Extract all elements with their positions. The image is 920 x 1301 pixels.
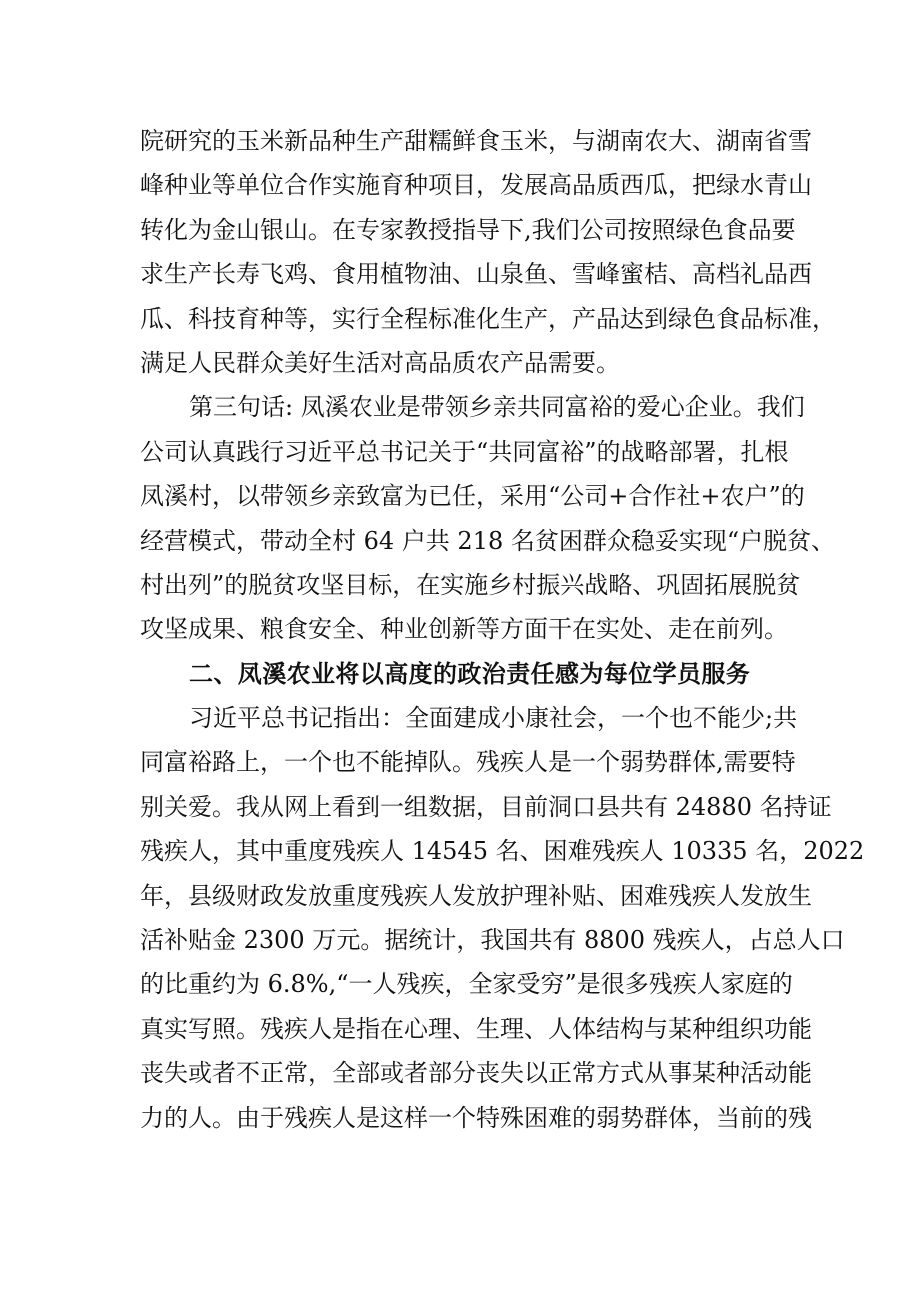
line-text: 同富裕路上，一个也不能掉队。残疾人是一个弱势群体,需要特 [140,748,796,777]
text-line [140,918,845,962]
text-line [140,829,865,873]
line-text: 峰种业等单位合作实施育种项目，发展高品质西瓜，把绿水青山 [140,171,812,200]
line-text: 瓜、科技育种等，实行全程标准化生产，产品达到绿色食品标准， [140,304,836,333]
text-line [140,474,805,518]
text-line [140,740,796,784]
text-line [140,519,836,563]
paragraph-disabled-people [140,696,865,1140]
text-line [140,208,796,252]
line-text: 公司认真践行习近平总书记关于“共同富裕”的战略部署，扎根 [140,437,789,466]
line-text: 转化为金山银山。在专家教授指导下,我们公司按照绿色食品要 [140,215,796,244]
line-text: 真实写照。残疾人是指在心理、生理、人体结构与某种组织功能 [140,1014,812,1043]
line-text: 村出列”的脱贫攻坚目标，在实施乡村振兴战略、巩固拓展脱贫 [140,570,801,599]
text-line [140,696,798,740]
text-line [140,1096,812,1140]
line-text: 攻坚成果、粮食安全、种业创新等方面干在实处、走在前列。 [140,615,788,644]
text-line [140,563,801,607]
heading-text: 二、凤溪农业将以高度的政治责任感为每位学员服务 [189,659,751,688]
line-text: 满足人民群众美好生活对高品质农产品需要。 [140,348,620,377]
line-text: 的比重约为 6.8%,“一人残疾，全家受穷”是很多残疾人家庭的 [140,970,793,999]
line-text: 力的人。由于残疾人是这样一个特殊困难的弱势群体，当前的残 [140,1103,812,1132]
text-line [140,607,788,651]
line-text: 别关爱。我从网上看到一组数据，目前洞口县共有 24880 名持证 [140,792,832,821]
text-line [140,252,812,296]
paragraph-products [140,119,836,385]
text-line [140,874,812,918]
text-line [140,341,780,385]
line-text: 经营模式，带动全村 64 户共 218 名贫困群众稳妥实现“户脱贫、 [140,526,836,555]
line-text: 院研究的玉米新品种生产甜糯鲜食玉米，与湖南农大、湖南省雪 [140,127,812,155]
text-line [140,430,789,474]
line-text: 年，县级财政发放重度残疾人发放护理补贴、困难残疾人发放生 [140,881,812,910]
text-line [140,1051,812,1095]
paragraph-third-point [140,385,836,651]
line-text: 丧失或者不正常，全部或者部分丧失以正常方式从事某种活动能 [140,1059,812,1088]
line-text: 残疾人，其中重度残疾人 14545 名、困难残疾人 10335 名，2022 [140,837,865,866]
line-text: 习近平总书记指出：全面建成小康社会，一个也不能少;共 [189,704,798,733]
text-line [140,297,836,341]
section-heading [140,652,780,696]
line-text: 求生产长寿飞鸡、食用植物油、山泉鱼、雪峰蜜桔、高档礼品西 [140,260,812,289]
text-line [140,119,812,163]
line-text: 活补贴金 2300 万元。据统计，我国共有 8800 残疾人，占总人口 [140,926,845,955]
text-line [140,163,812,207]
line-text: 凤溪村，以带领乡亲致富为已任，采用“公司+合作社+农户”的 [140,482,805,511]
text-line [140,385,805,429]
document-page [140,119,865,1140]
text-line [140,785,832,829]
line-text: 第三句话: 凤溪农业是带领乡亲共同富裕的爱心企业。我们 [189,393,805,422]
text-line [140,962,793,1006]
text-line [140,1007,812,1051]
